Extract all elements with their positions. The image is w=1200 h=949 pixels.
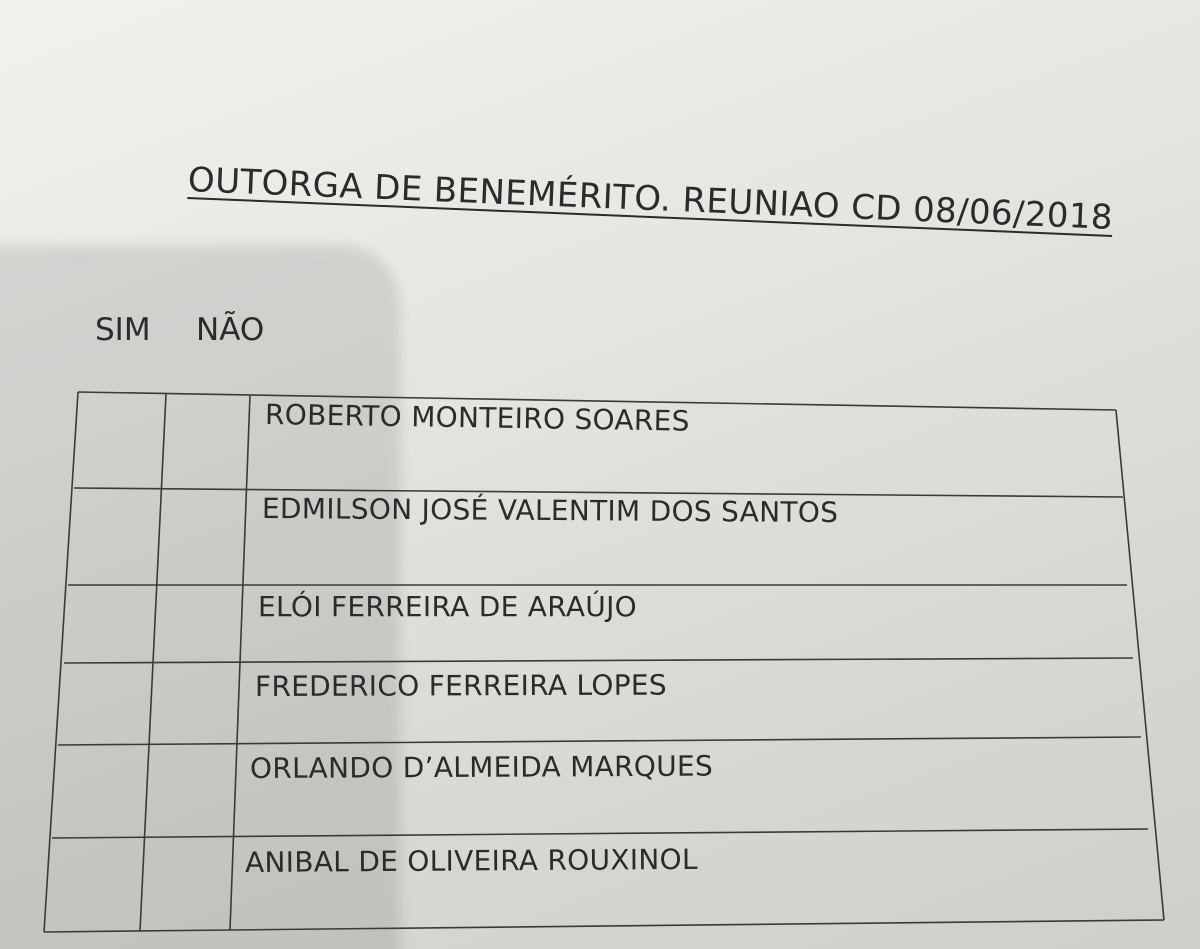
column-header-sim: SIM xyxy=(95,312,151,348)
candidate-name: ORLANDO D’ALMEIDA MARQUES xyxy=(249,749,714,785)
row-3-sim-checkbox[interactable] xyxy=(80,594,140,652)
row-2-nao-checkbox[interactable] xyxy=(174,500,234,572)
row-divider xyxy=(58,737,1141,745)
row-divider xyxy=(52,829,1148,838)
row-4-sim-checkbox[interactable] xyxy=(74,672,134,734)
candidate-name: ROBERTO MONTEIRO SOARES xyxy=(264,398,690,438)
column-header-nao: NÃO xyxy=(196,312,265,348)
row-2-sim-checkbox[interactable] xyxy=(86,500,146,572)
row-5-nao-checkbox[interactable] xyxy=(156,754,218,826)
candidate-name: ANIBAL DE OLIVEIRA ROUXINOL xyxy=(244,842,698,879)
row-5-sim-checkbox[interactable] xyxy=(66,754,130,826)
candidate-name: EDMILSON JOSÉ VALENTIM DOS SANTOS xyxy=(261,492,839,530)
row-1-nao-checkbox[interactable] xyxy=(178,404,238,474)
table-border-right xyxy=(1116,410,1164,920)
table-border-bottom xyxy=(44,920,1164,932)
row-1-sim-checkbox[interactable] xyxy=(92,404,152,474)
page-title: OUTORGA DE BENEMÉRITO. REUNIAO CD 08/06/2018 xyxy=(187,160,1114,238)
row-divider xyxy=(64,658,1133,663)
candidate-name: FREDERICO FERREIRA LOPES xyxy=(254,668,667,703)
row-6-sim-checkbox[interactable] xyxy=(58,846,124,920)
row-6-nao-checkbox[interactable] xyxy=(150,846,214,920)
row-4-nao-checkbox[interactable] xyxy=(162,672,222,734)
row-3-nao-checkbox[interactable] xyxy=(168,594,228,652)
candidate-name: ELÓI FERREIRA DE ARAÚJO xyxy=(258,590,637,623)
